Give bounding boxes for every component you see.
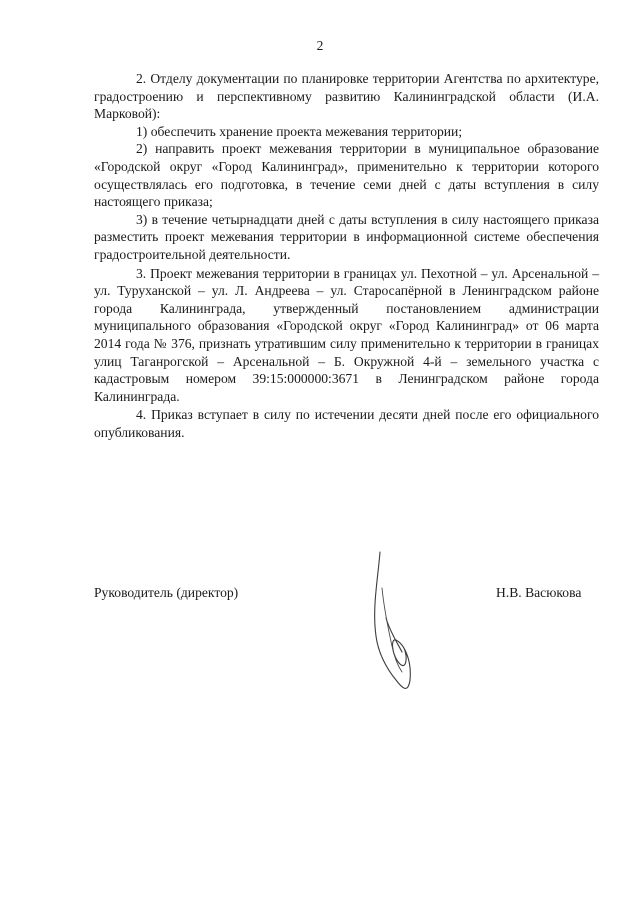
- document-body: [94, 70, 599, 441]
- subparagraph-2-1: 1) обеспечить хранение проекта межевания территории;: [136, 123, 463, 139]
- paragraph-2: 2. Отделу документации по планировке территории Агентства по архитектуре, градостроению и перспективному развитию Калининградской области (И.А. Марковой):: [94, 71, 599, 122]
- subparagraph-2-3: 3) в течение четырнадцати дней с даты вступления в силу настоящего приказа разместить проект межевания территории в информационной системе обеспечения градостроительной деятельности.: [94, 211, 599, 262]
- signer-title: Руководитель (директор): [94, 585, 239, 600]
- signer-name: Н.В. Васюкова: [496, 585, 582, 600]
- paragraph-4: 4. Приказ вступает в силу по истечении десяти дней после его официального опубликования.: [94, 407, 599, 440]
- page-number: 2: [316, 38, 324, 53]
- handwritten-signature: [362, 548, 422, 698]
- paragraph-3: 3. Проект межевания территории в границах ул. Пехотной – ул. Арсенальной – ул. Туруханской – ул. Л. Андреева – ул. Старосапёрной в Ленинградском районе города Калининграда, утвержденный постановлением администрации муниципального образования «Городской округ «Город Калининград» от 06 марта 2014 года № 376, признать утратившим силу применительно к территории в границах улиц Таганрогской – Арсенальной – Б. Окружной 4-й – земельного участка с кадастровым номером 39:15:000000:3671 в Ленинградском районе города Калининграда.: [94, 265, 599, 404]
- subparagraph-2-2: 2) направить проект межевания территории в муниципальное образование «Городской округ «Город Калининград», применительно к территории которого осуществлялась его подготовка, в течение семи дней с даты вступления в силу настоящего приказа;: [94, 141, 599, 210]
